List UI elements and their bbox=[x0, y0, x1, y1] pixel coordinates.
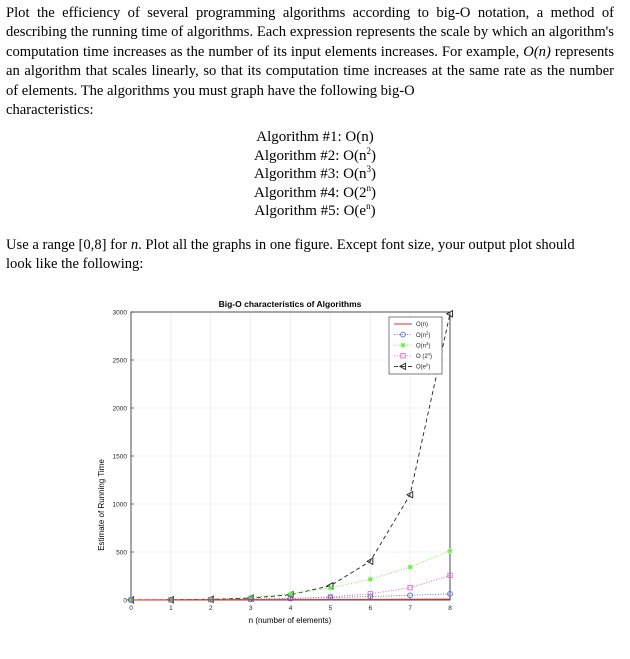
intro-line-4: represents an algorithm that scales linearly, so that its computation time increases at the same bbox=[6, 43, 615, 80]
algorithm-item: Algorithm #1: O(n) bbox=[256, 129, 374, 145]
algorithm-item: Algorithm #3: $O(n^3)$ bbox=[254, 164, 376, 182]
x-axis-label: n (number of elements) bbox=[248, 616, 332, 625]
algorithm-list bbox=[0, 128, 630, 221]
legend-label: O (2$^n$) bbox=[416, 351, 433, 360]
algorithm-item: Algorithm #5: $O(e^n)$ bbox=[254, 201, 376, 219]
y-tick-label: 500 bbox=[116, 549, 127, 557]
range-line-1a: Use a range [0,8] for bbox=[6, 237, 131, 253]
x-tick-label: 2 bbox=[208, 605, 213, 612]
legend-label: $O(e^n)$ bbox=[416, 362, 431, 371]
y-tick-label: 0 bbox=[123, 597, 127, 605]
legend-label: $O(n^2)$ bbox=[416, 330, 431, 339]
x-tick-label: 4 bbox=[288, 605, 293, 612]
intro-example-notation: O(n) bbox=[523, 43, 551, 60]
big-o-chart bbox=[0, 290, 630, 659]
range-paragraph bbox=[6, 236, 614, 275]
data-point-star bbox=[447, 548, 452, 553]
intro-line-1: Plot the efficiency of several programming algorithms according to big-O notation, a method of bbox=[6, 5, 614, 21]
range-line-2: look like the following: bbox=[6, 256, 144, 273]
algorithm-item: Algorithm #4: O(2$^n$) bbox=[254, 182, 376, 201]
range-variable: n bbox=[130, 237, 139, 253]
intro-line-3: algorithm's computation time increases as the number of its input elements increases. For example, bbox=[6, 24, 614, 60]
data-point-star bbox=[368, 577, 373, 582]
x-tick-label: 5 bbox=[328, 605, 333, 612]
y-axis-label: Estimate of Running Time bbox=[97, 459, 106, 551]
data-point-star bbox=[400, 343, 405, 348]
y-tick-label: 2500 bbox=[112, 357, 127, 365]
intro-line-6: characteristics: bbox=[6, 102, 94, 119]
chart-title: Big-O characteristics of Algorithms bbox=[218, 299, 362, 309]
chart-legend bbox=[389, 317, 442, 374]
x-tick-label: 6 bbox=[368, 605, 373, 612]
x-tick-label: 0 bbox=[129, 605, 133, 612]
series-line bbox=[131, 599, 450, 600]
intro-paragraph bbox=[6, 4, 614, 120]
x-tick-label: 1 bbox=[169, 605, 173, 612]
intro-line-2: describing the running time of algorithms. Each expression represents the scale by which an bbox=[6, 24, 546, 41]
y-tick-label: 2000 bbox=[112, 405, 127, 413]
y-tick-label: 3000 bbox=[112, 309, 127, 317]
legend-label: $O(n^3)$ bbox=[416, 340, 431, 350]
y-tick-label: 1000 bbox=[112, 501, 127, 509]
algorithm-item: Algorithm #2: $O(n^2)$ bbox=[254, 145, 376, 164]
x-tick-label: 8 bbox=[448, 605, 452, 612]
intro-line-5: rate as the number of elements. The algorithms you must graph have the following big-O bbox=[6, 63, 614, 99]
data-point-star bbox=[328, 585, 333, 590]
legend-label: O(n) bbox=[416, 322, 428, 329]
range-line-1b: . Plot all the graphs in one figure. Except font size, your output plot should bbox=[138, 237, 575, 253]
series-linear bbox=[131, 599, 450, 600]
x-tick-label: 3 bbox=[248, 605, 253, 612]
x-tick-label: 7 bbox=[408, 605, 412, 612]
y-tick-label: 1500 bbox=[112, 453, 127, 461]
data-point-star bbox=[408, 564, 413, 569]
